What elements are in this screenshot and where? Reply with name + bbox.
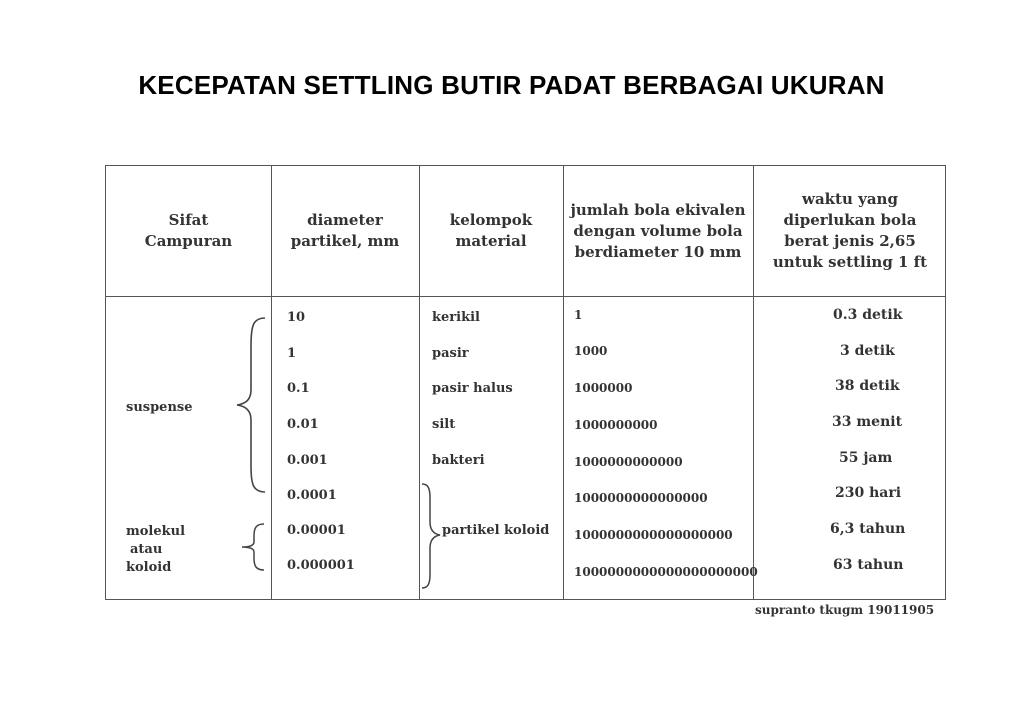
diameter-cell: 0.1 <box>287 381 310 396</box>
waktu-cell: 0.3 detik <box>833 307 903 323</box>
material-cell: kerikil <box>432 310 480 325</box>
waktu-cell: 33 menit <box>832 414 903 430</box>
header-waktu-settling: waktu yang diperlukan bola berat jenis 2,65 untuk settling 1 ft <box>772 190 928 271</box>
koloid-line: koloid <box>126 560 172 575</box>
diameter-cell: 10 <box>287 310 306 325</box>
jumlah-cell: 1000000000000000000 <box>574 528 733 542</box>
source-credit: supranto tkugm 19011905 <box>755 603 935 617</box>
jumlah-cell: 1 <box>574 308 583 322</box>
suspense-label: suspense <box>126 400 193 415</box>
diameter-cell: 0.00001 <box>287 523 346 538</box>
waktu-cell: 6,3 tahun <box>830 521 906 537</box>
atau-line: atau <box>130 542 163 557</box>
diameter-cell: 0.000001 <box>287 558 355 573</box>
jumlah-cell: 1000000000000 <box>574 455 683 469</box>
suspense-brace <box>231 316 271 494</box>
waktu-cell: 63 tahun <box>833 557 904 573</box>
jumlah-cell: 1000000 <box>574 381 633 395</box>
waktu-cell: 55 jam <box>839 450 893 466</box>
molekul-label <box>126 523 185 577</box>
waktu-cell: 230 hari <box>835 485 902 501</box>
jumlah-cell: 1000 <box>574 344 608 358</box>
jumlah-cell: 1000000000000000000000 <box>574 565 758 579</box>
waktu-cell: 38 detik <box>835 378 900 394</box>
diameter-cell: 0.001 <box>287 453 328 468</box>
jumlah-cell: 1000000000000000 <box>574 491 708 505</box>
diameter-cell: 1 <box>287 346 297 361</box>
molekul-brace <box>234 522 270 572</box>
material-cell: pasir halus <box>432 381 513 396</box>
molekul-line: molekul <box>126 524 186 539</box>
header-jumlah-bola: jumlah bola ekivalen dengan volume bola berdiameter 10 mm <box>570 200 746 261</box>
header-diameter: diameter partikel, mm <box>290 211 400 250</box>
header-sifat-campuran: Sifat Campuran <box>144 211 233 250</box>
settling-table <box>105 165 946 600</box>
header-kelompok-material: kelompok material <box>449 211 533 250</box>
jumlah-cell: 1000000000 <box>574 418 658 432</box>
page-title: KECEPATAN SETTLING BUTIR PADAT BERBAGAI UKURAN <box>138 70 885 100</box>
material-cell: bakteri <box>432 453 485 468</box>
diameter-cell: 0.0001 <box>287 488 337 503</box>
partikel-koloid-brace <box>420 482 444 590</box>
diameter-cell: 0.01 <box>287 417 319 432</box>
material-cell: silt <box>432 417 456 432</box>
header-divider <box>106 296 945 297</box>
partikel-koloid-label: partikel koloid <box>442 523 550 538</box>
material-cell: pasir <box>432 346 469 361</box>
waktu-cell: 3 detik <box>840 343 895 359</box>
